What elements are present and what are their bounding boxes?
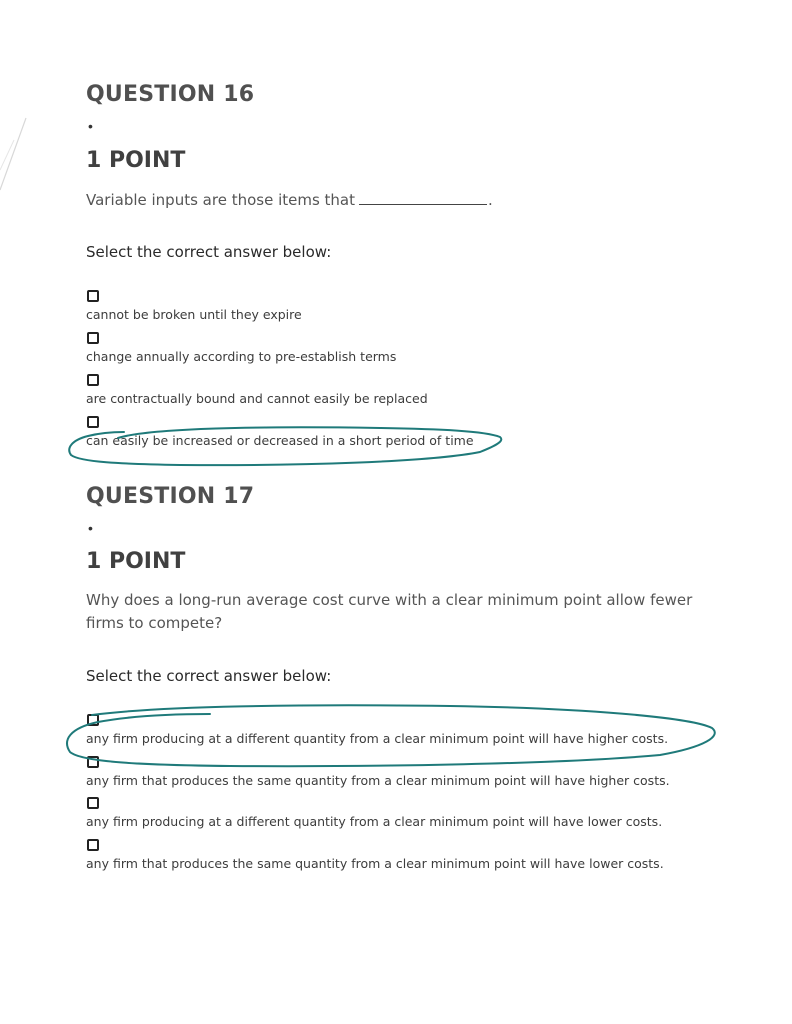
question-points: 1 POINT bbox=[86, 148, 186, 173]
prompt-line-1: Why does a long-run average cost curve with a clear minimum point allow fewer bbox=[86, 591, 693, 609]
answer-checkbox[interactable] bbox=[87, 839, 99, 851]
question-number: QUESTION 17 bbox=[86, 484, 255, 509]
answer-checkbox[interactable] bbox=[87, 714, 99, 726]
answer-option-text: change annually according to pre-establish terms bbox=[86, 349, 397, 364]
question-17 bbox=[86, 0, 726, 900]
answer-checkbox[interactable] bbox=[87, 756, 99, 768]
scan-edge-mark bbox=[0, 0, 30, 200]
question-prompt bbox=[86, 589, 696, 635]
question-number: QUESTION 16 bbox=[86, 82, 255, 107]
answer-option-text: any firm producing at a different quantity from a clear minimum point will have lower costs. bbox=[86, 814, 663, 829]
answer-checkbox[interactable] bbox=[87, 797, 99, 809]
question-points: 1 POINT bbox=[86, 549, 186, 574]
prompt-line-2: firms to compete? bbox=[86, 614, 223, 632]
bullet: • bbox=[88, 520, 93, 536]
answer-option-text: any firm producing at a different quantity from a clear minimum point will have higher costs. bbox=[86, 731, 669, 746]
answer-option-text: can easily be increased or decreased in a short period of time bbox=[86, 433, 474, 448]
bullet: • bbox=[88, 118, 93, 134]
answer-option-text: are contractually bound and cannot easily be replaced bbox=[86, 391, 428, 406]
select-answer-label: Select the correct answer below: bbox=[86, 243, 332, 261]
prompt-text: Variable inputs are those items that bbox=[86, 191, 356, 209]
select-answer-label: Select the correct answer below: bbox=[86, 667, 332, 685]
prompt-end: . bbox=[488, 191, 493, 209]
answer-option-text: any firm that produces the same quantity from a clear minimum point will have higher costs. bbox=[86, 773, 670, 788]
answer-option-text: any firm that produces the same quantity from a clear minimum point will have lower costs. bbox=[86, 856, 664, 871]
answer-option-text: cannot be broken until they expire bbox=[86, 307, 302, 322]
